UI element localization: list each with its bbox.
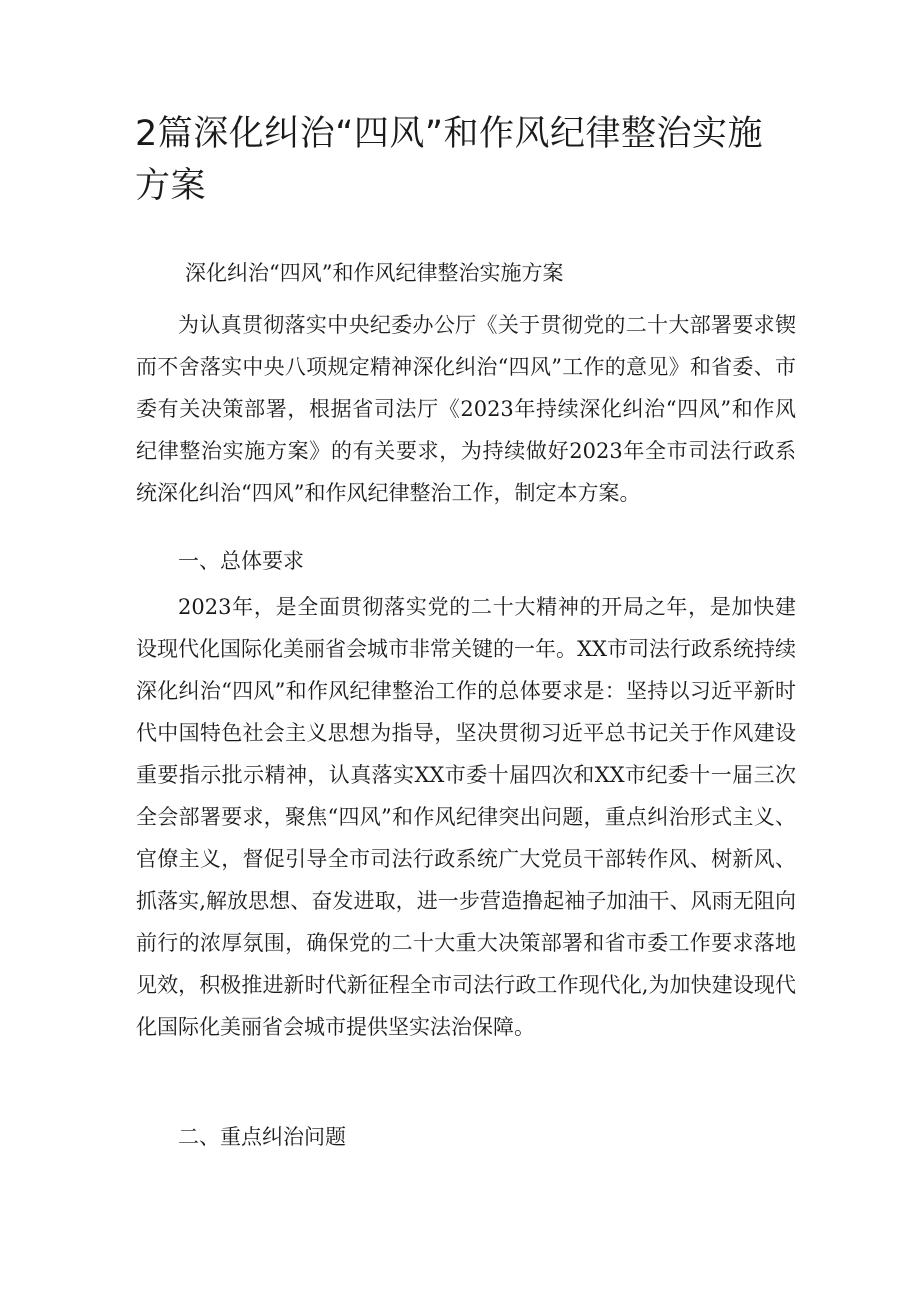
intro-paragraph: 为认真贯彻落实中央纪委办公厅《关于贯彻党的二十大部署要求锲而不舍落实中央八项规定精神深化纠治“四风”工作的意见》和省委、市委有关决策部署，根据省司法厅《2023年持续深化纠治“四风”和作风纪律整治实施方案》的有关要求，为持续做好2023年全市司法行政系统深化纠治“四风”和作风纪律整治工作，制定本方案。 (136, 313, 796, 505)
general-requirements-paragraph: 2023年，是全面贯彻落实党的二十大精神的开局之年，是加快建设现代化国际化美丽省会城市非常关键的一年。XX市司法行政系统持续深化纠治“四风”和作风纪律整治工作的总体要求是：坚持以习近平新时代中国特色社会主义思想为指导，坚决贯彻习近平总书记关于作风建设重要指示批示精神，认真落实XX市委十届四次和XX市纪委十一届三次全会部署要求，聚焦“四风”和作风纪律突出问题，重点纠治形式主义、官僚主义，督促引导全市司法行政系统广大党员干部转作风、树新风、抓落实,解放思想、奋发进取，进一步营造撸起袖子加油干、风雨无阻向前行的浓厚氛围，确保党的二十大重大决策部署和省市委工作要求落地见效，积极推进新时代新征程全市司法行政工作现代化,为加快建设现代化国际化美丽省会城市提供坚实法治保障。 (136, 595, 796, 1039)
document-subtitle: 深化纠治“四风”和作风纪律整治实施方案 (185, 261, 564, 285)
section-heading-general-requirements: 一、总体要求 (178, 549, 304, 573)
document-title: 2篇深化纠治“四风”和作风纪律整治实施方案 (135, 114, 764, 206)
section-heading-key-issues: 二、重点纠治问题 (178, 1125, 346, 1149)
